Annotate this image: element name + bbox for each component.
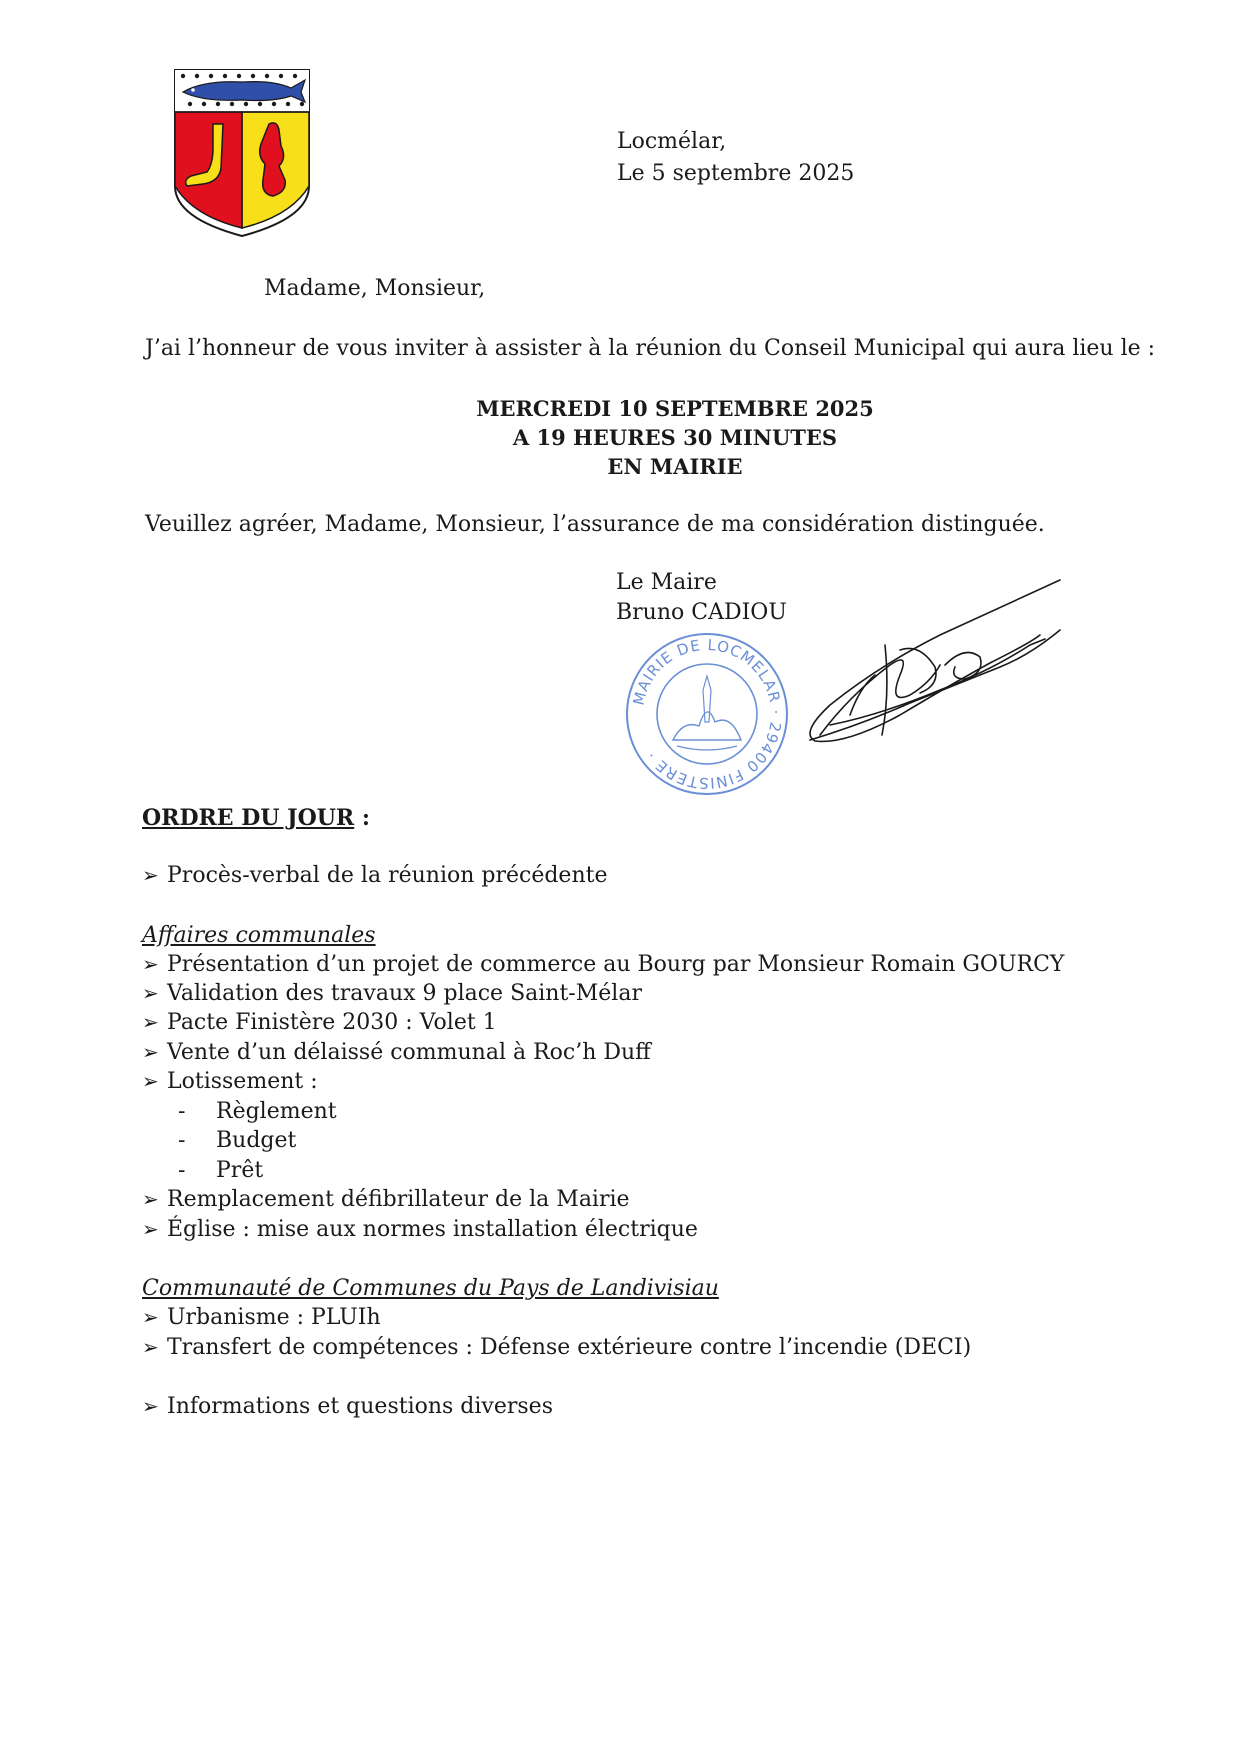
arrow-bullet-icon: ➢ [142,1305,159,1329]
svg-text:MAIRIE DE LOCMELAR · 29400 FIN: MAIRIE DE LOCMELAR · 29400 FINISTERE · [629,635,786,793]
agenda-item [142,1010,497,1035]
place-date-block [617,126,854,190]
arrow-bullet-icon: ➢ [142,981,159,1005]
agenda-item [142,1335,971,1360]
signer-name: Bruno CADIOU [616,600,787,625]
agenda-subitem-text: Budget [216,1128,297,1153]
dash-bullet-icon: - [178,1128,186,1153]
agenda-item-text: Procès-verbal de la réunion précédente [167,863,608,888]
agenda-item-text: Transfert de compétences : Défense extérieure contre l’incendie (DECI) [167,1335,972,1360]
agenda-item-text: Église : mise aux normes installation électrique [167,1217,698,1242]
agenda-item [142,863,607,888]
agenda-item-text: Urbanisme : PLUIh [167,1305,381,1330]
coat-of-arms-logo [173,68,311,238]
meeting-place: EN MAIRIE [607,454,743,479]
agenda-subitem [178,1158,263,1183]
meeting-date: MERCREDI 10 SEPTEMBRE 2025 [476,396,874,421]
arrow-bullet-icon: ➢ [142,1335,159,1359]
arrow-bullet-icon: ➢ [142,1010,159,1034]
agenda-item-text: Vente d’un délaissé communal à Roc’h Duff [167,1040,651,1065]
agenda-subitem-text: Règlement [216,1099,337,1124]
agenda-item [142,1305,381,1330]
agenda-item-text: Pacte Finistère 2030 : Volet 1 [167,1010,497,1035]
agenda-item [142,1040,651,1065]
agenda-title-colon: : [354,805,370,831]
section-title-affaires: Affaires communales [142,923,376,948]
agenda-subitem-text: Prêt [216,1158,264,1183]
agenda-item-text: Lotissement : [167,1069,318,1094]
agenda-item-text: Validation des travaux 9 place Saint-Mélar [167,981,642,1006]
dash-bullet-icon: - [178,1158,186,1183]
letter-date: Le 5 septembre 2025 [617,161,855,186]
invitation-text: J’ai l’honneur de vous inviter à assister à la réunion du Conseil Municipal qui aura lieu le : [145,336,1156,361]
salutation: Madame, Monsieur, [264,276,486,301]
agenda-item [142,1069,318,1094]
meeting-time: A 19 HEURES 30 MINUTES [512,425,838,450]
agenda-item [142,981,642,1006]
agenda-item-text: Remplacement défibrillateur de la Mairie [167,1187,630,1212]
agenda-subitem [178,1099,337,1124]
arrow-bullet-icon: ➢ [142,1394,159,1418]
agenda-subitem [178,1128,296,1153]
arrow-bullet-icon: ➢ [142,1040,159,1064]
agenda-item [142,1187,630,1212]
arrow-bullet-icon: ➢ [142,952,159,976]
arrow-bullet-icon: ➢ [142,1217,159,1241]
section-title-communaute: Communauté de Communes du Pays de Landivisiau [142,1276,719,1301]
mayor-signature [790,575,1070,775]
agenda-item-text: Informations et questions diverses [167,1394,553,1419]
agenda-item-text: Présentation d’un projet de commerce au Bourg par Monsieur Romain GOURCY [167,952,1065,977]
signer-title: Le Maire [616,570,717,595]
agenda-item [142,1394,553,1419]
arrow-bullet-icon: ➢ [142,1187,159,1211]
dash-bullet-icon: - [178,1099,186,1124]
agenda-item [142,952,1064,977]
agenda-title [142,805,370,831]
agenda-title-text: ORDRE DU JOUR [142,805,355,831]
agenda-item [142,1217,698,1242]
town-hall-stamp [623,630,791,798]
arrow-bullet-icon: ➢ [142,863,159,887]
arrow-bullet-icon: ➢ [142,1069,159,1093]
signer-block [616,568,787,628]
place: Locmélar, [617,129,727,154]
closing-formula: Veuillez agréer, Madame, Monsieur, l’assurance de ma considération distinguée. [145,512,1045,537]
